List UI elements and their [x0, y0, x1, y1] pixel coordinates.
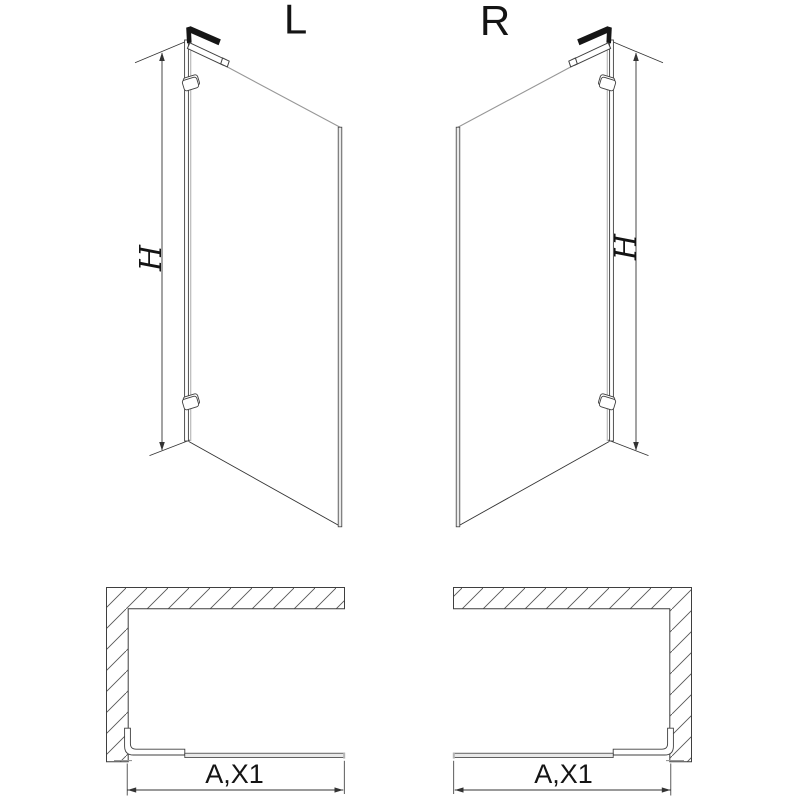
width-dim-label-right: A,X1: [534, 759, 593, 789]
variant-label-right: R: [479, 0, 511, 44]
width-dim-label-left: A,X1: [205, 759, 264, 789]
wall-section-right: [454, 588, 692, 762]
height-dim-label-left: H: [134, 244, 169, 272]
height-dim-label-right: H: [609, 233, 644, 261]
right-elevation-view: [456, 26, 663, 527]
variant-label-left: L: [283, 0, 308, 43]
wall-section-left: [107, 588, 345, 762]
left-elevation-view: [135, 26, 342, 527]
